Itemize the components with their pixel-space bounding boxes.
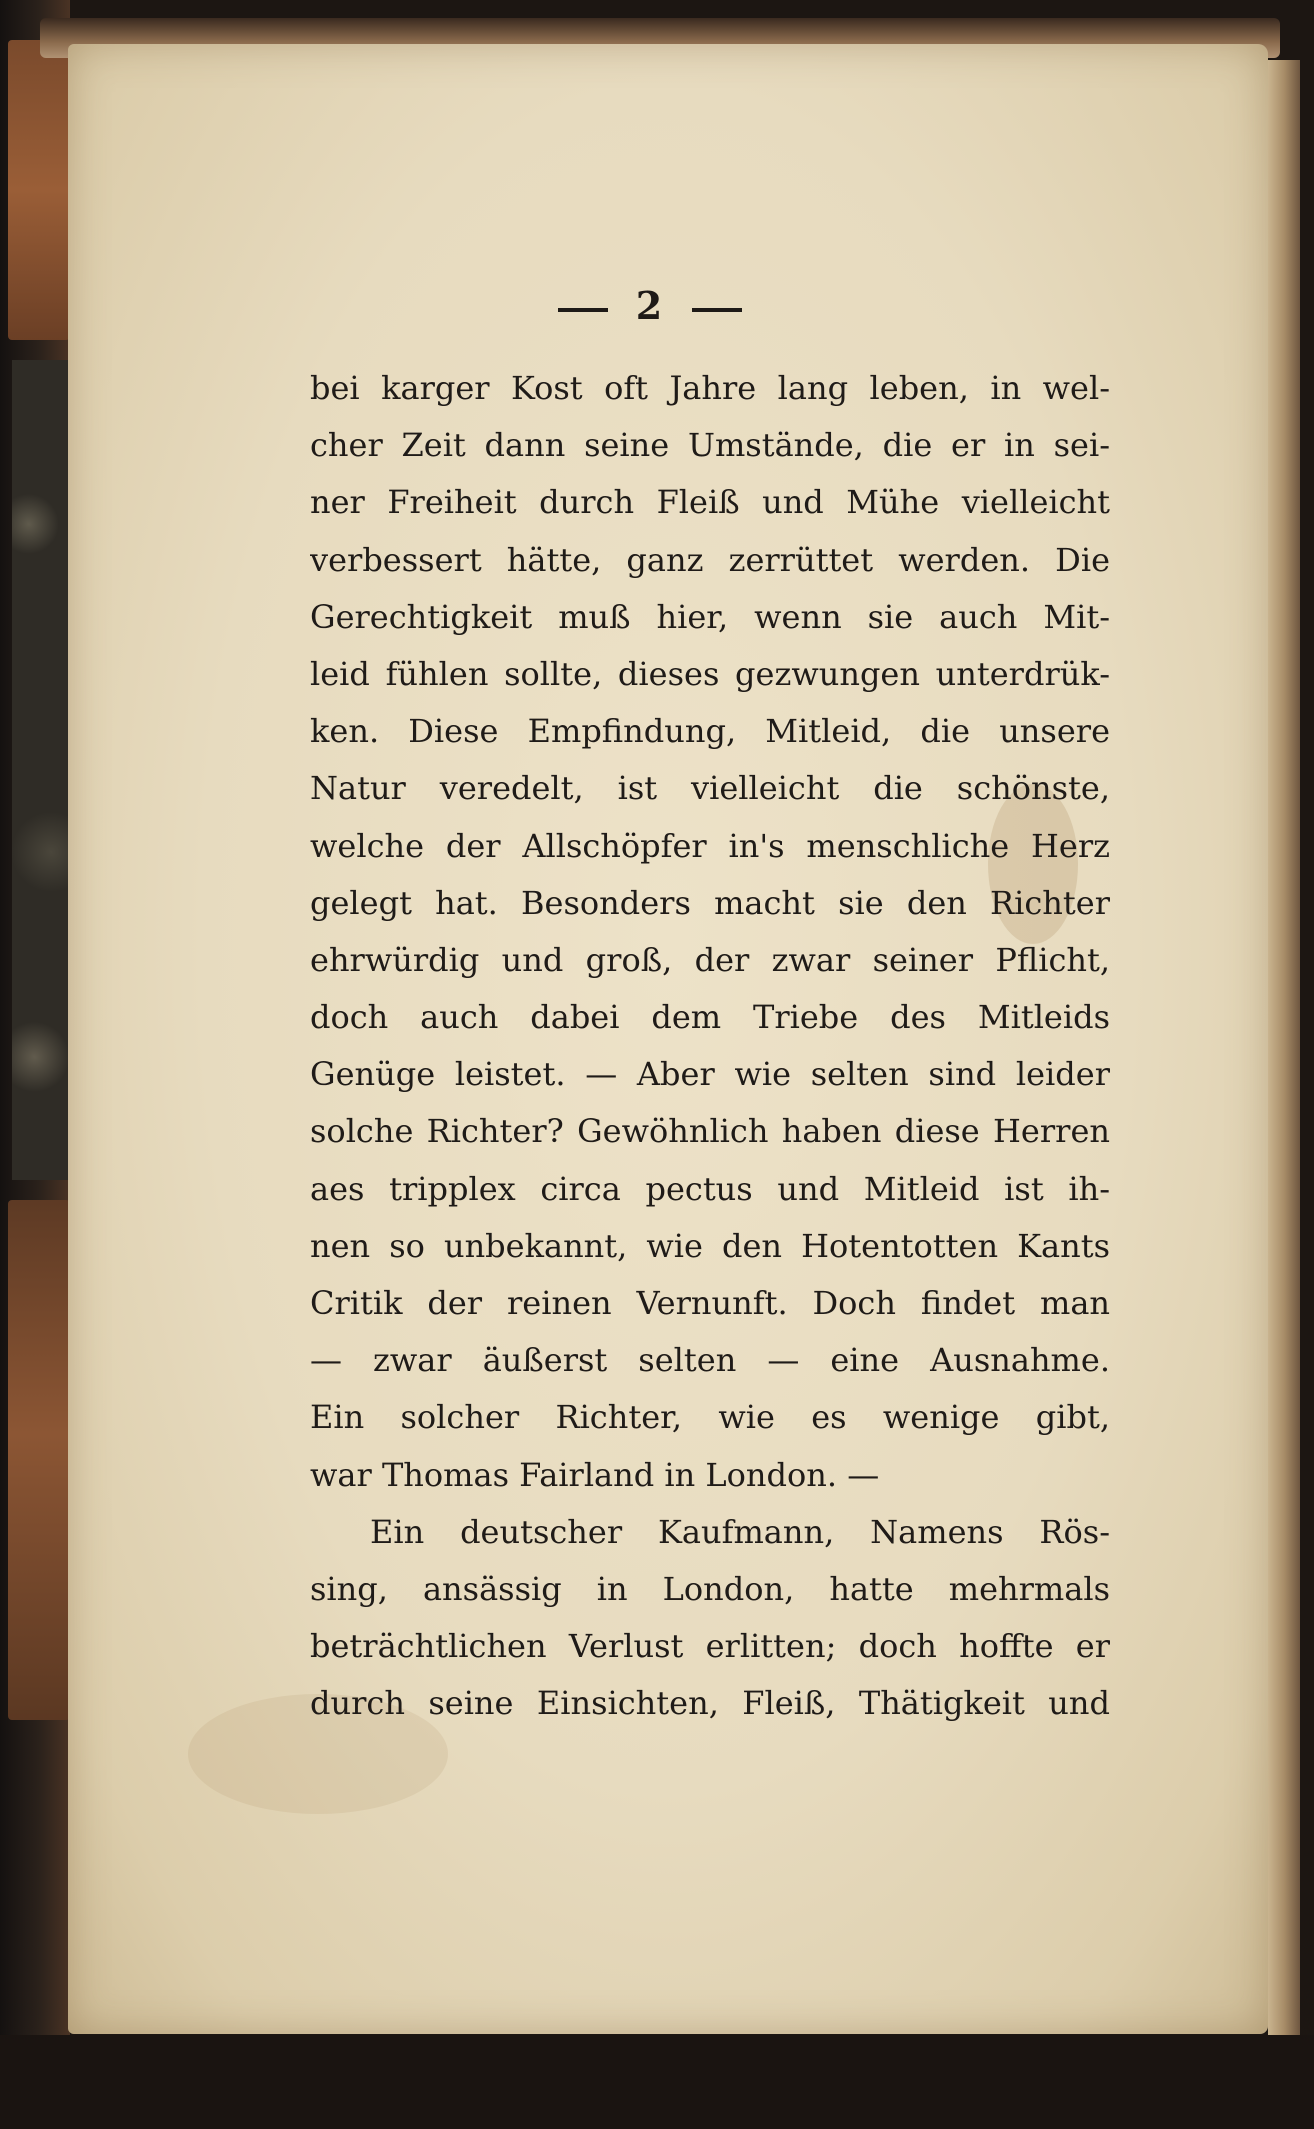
header-dash-right <box>692 308 742 312</box>
body-text <box>310 360 1110 1733</box>
cover-marbled-board <box>12 360 68 1180</box>
text-line: Gerechtigkeit muß hier, wenn sie auch Mit- <box>310 597 1110 636</box>
text-line: welche der Allschöpfer in's menschliche Herz <box>310 826 1110 865</box>
text-line: solche Richter? Gewöhnlich haben diese Herren <box>310 1112 1110 1151</box>
text-line: Critik der reinen Vernunft. Doch findet man <box>310 1284 1110 1322</box>
text-line: ken. Diese Empfindung, Mitleid, die unsere <box>310 712 1110 751</box>
text-line: leid fühlen sollte, dieses gezwungen unterdrük- <box>310 654 1110 693</box>
text-line: bei karger Kost oft Jahre lang leben, in wel- <box>310 369 1110 407</box>
text-line: Ein solcher Richter, wie es wenige gibt, <box>310 1398 1110 1437</box>
text-line: war Thomas Fairland in London. — <box>310 1455 880 1494</box>
text-line: ner Freiheit durch Fleiß und Mühe vielleicht <box>310 483 1110 522</box>
text-line: sing, ansässig in London, hatte mehrmals <box>310 1569 1110 1608</box>
text-line: beträchtlichen Verlust erlitten; doch hoffte er <box>310 1627 1110 1666</box>
page-header <box>300 283 1000 343</box>
cover-leather-corner <box>8 40 70 340</box>
text-line: Ein deutscher Kaufmann, Namens Rös- <box>370 1512 1110 1551</box>
page-number: 2 <box>635 283 665 328</box>
scan-background <box>0 2035 1314 2129</box>
text-line: doch auch dabei dem Triebe des Mitleids <box>310 998 1110 1037</box>
text-line: nen so unbekannt, wie den Hotentotten Kants <box>310 1226 1110 1265</box>
text-line: gelegt hat. Besonders macht sie den Richter <box>310 883 1110 922</box>
header-dash-left <box>558 308 608 312</box>
text-line: ehrwürdig und groß, der zwar seiner Pflicht, <box>310 940 1110 979</box>
text-line: verbessert hätte, ganz zerrüttet werden. Die <box>310 540 1110 579</box>
text-line: Natur veredelt, ist vielleicht die schönste, <box>310 769 1110 808</box>
page-edges <box>1268 60 1300 2040</box>
text-line: durch seine Einsichten, Fleiß, Thätigkeit und <box>310 1684 1110 1723</box>
cover-leather-spine <box>8 1200 70 1720</box>
text-line: — zwar äußerst selten — eine Ausnahme. <box>310 1341 1110 1380</box>
text-line: cher Zeit dann seine Umstände, die er in sei- <box>310 426 1110 465</box>
text-line: Genüge leistet. — Aber wie selten sind leider <box>310 1055 1110 1094</box>
text-line: aes tripplex circa pectus und Mitleid ist ih- <box>310 1169 1110 1208</box>
